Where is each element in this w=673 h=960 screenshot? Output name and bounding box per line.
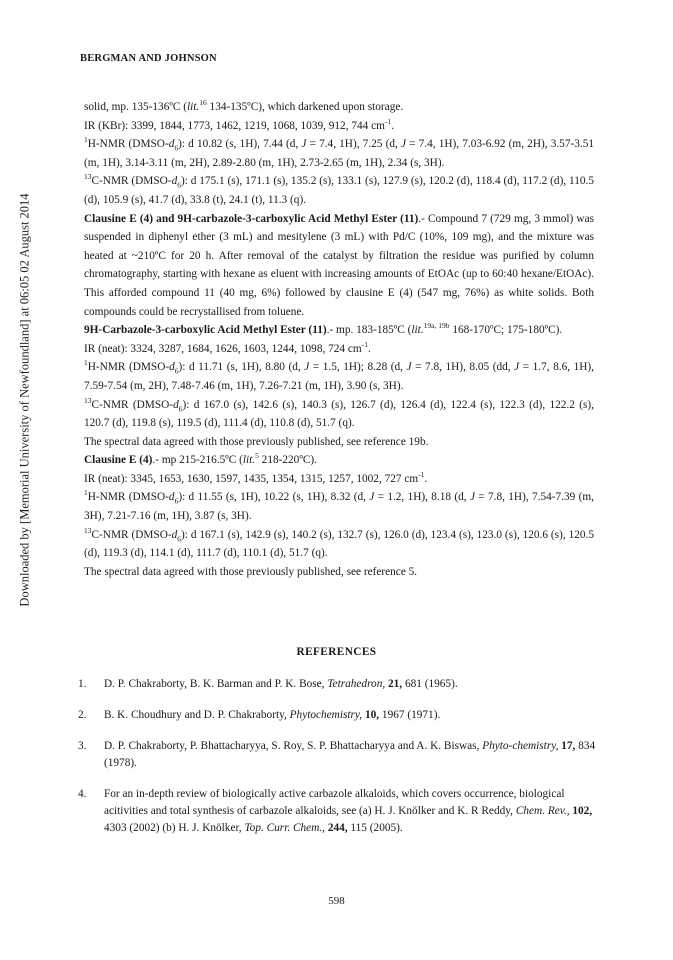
download-watermark-text: Downloaded by [Memorial University of Newfoundland] at 06:05 02 August 2014 [17, 193, 32, 607]
references-list [78, 676, 598, 851]
reference-item: 2. B. K. Choudhury and D. P. Chakraborty, Phytochemistry, 10, 1967 (1971). [78, 707, 598, 724]
paragraph-ir-1: IR (KBr): 3399, 1844, 1773, 1462, 1219, 1068, 1039, 912, 744 $cm^{-1}$. [84, 116, 395, 132]
paragraph-cnmr-2: $^{13}$C-NMR $(DMSO-d_6)$: d 167.0 (s), 142.6 (s), 140.3 (s), 126.7 (d), 126.4 (d), 122.4 (s), 122.3 (d), 122.2 (s), 120.7 (d), 119.8 (s), 119.5 (d), 111.4 (d), 110.8 (d), 51.7 (q). [84, 395, 594, 430]
reference-number: 3. [78, 740, 87, 752]
references-heading: REFERENCES [296, 646, 377, 658]
paragraph-ir-2: IR (neat): 3324, 3287, 1684, 1626, 1603, 1244, 1098, 724 $cm^{-1}$. [84, 339, 371, 355]
reference-number: 2. [78, 709, 87, 721]
reference-item: 1. D. P. Chakraborty, B. K. Barman and P. K. Bose, Tetrahedron, 21, 681 (1965). [78, 676, 598, 693]
paragraph-clausine-e: Clausine E (4).- mp 215-216.5ºC (lit.$^5$ 218-220ºC). [84, 451, 317, 467]
running-head: BERGMAN AND JOHNSON [80, 53, 217, 64]
paragraph-compound-11: 9H-Carbazole-3-carboxylic Acid Methyl Ester (11).- mp. 183-185ºC (lit.$^{19a, 19b}$ 168-170ºC; 175-180ºC). [84, 321, 563, 337]
paragraph-hnmr-1: $^1$H-NMR $(DMSO-d_6)$: d 10.82 (s, 1H), 7.44 (d, J = 7.4, 1H), 7.25 (d, J = 7.4, 1H), 7.03-6.92 (m, 2H), 3.57-3.51 (m, 1H), 3.14-3.11 (m, 2H), 2.89-2.80 (m, 1H), 2.73-2.65 (m, 1H), 2.34 (s, 3H). [84, 135, 594, 169]
paragraph-spectral-note-1: The spectral data agreed with those previously published, see reference 19b. [84, 435, 429, 448]
paragraph-hnmr-2: $^1$H-NMR $(DMSO-d_6)$: d 11.71 (s, 1H), 8.80 (d, J = 1.5, 1H); 8.28 (d, J = 7.8, 1H), 8.05 (dd, J = 1.7, 8.6, 1H), 7.59-7.54 (m, 2H), 7.48-7.46 (m, 1H), 7.26-7.21 (m, 1H), 3.90 (s, 3H). [84, 358, 595, 392]
paragraph-cnmr-1: $^{13}$C-NMR $(DMSO-d_6)$: d 175.1 (s), 171.1 (s), 135.2 (s), 133.1 (s), 127.9 (s), 120.2 (d), 118.4 (d), 117.2 (d), 110.5 (d), 105.9 (s), 41.7 (d), 33.8 (t), 24.1 (t), 11.3 (q). [84, 172, 594, 206]
paragraph-melting-point: solid, mp. 135-136ºC (lit.$^{16}$ 134-135ºC), which darkened upon storage. [84, 98, 404, 113]
paragraph-spectral-note-2: The spectral data agreed with those previously published, see reference 5. [84, 565, 418, 578]
paragraph-hnmr-3: $^1$H-NMR $(DMSO-d_6)$: d 11.55 (s, 1H), 10.22 (s, 1H), 8.32 (d, J = 1.2, 1H), 8.18 (d, J = 7.8, 1H), 7.54-7.39 (m, 3H), 7.21-7.16 (m, 1H), 3.87 (s, 3H). [84, 488, 594, 523]
page-number: 598 [328, 895, 345, 907]
paragraph-cnmr-3: $^{13}$C-NMR $(DMSO-d_6)$: d 167.1 (s), 142.9 (s), 140.2 (s), 132.7 (s), 126.0 (d), 123.4 (s), 123.0 (s), 120.6 (s), 120.5 (d), 119.3 (d), 114.1 (d), 111.7 (d), 110.1 (d), 51.7 (q). [84, 525, 594, 560]
reference-number: 4. [78, 788, 87, 800]
reference-item: 3. D. P. Chakraborty, P. Bhattacharyya, S. Roy, S. P. Bhattacharyya and A. K. Biswas, Phyto-chemistry, 17, 834 (1978). [78, 740, 596, 769]
paragraph-ir-3: IR (neat): 3345, 1653, 1630, 1597, 1435, 1354, 1315, 1257, 1002, 727 $cm^{-1}$. [84, 470, 428, 485]
reference-item: 4. For an in-depth review of biologically active carbazole alkaloids, which covers occurrence, biological acitivities and total synthesis of carbazole alkaloids, see (a) H. J. Knölker and K. R Reddy, Chem. Rev., 102, 4303 (2002) (b) H. J. Knölker, Top. Curr. Chem., 244, 115 (2005). [78, 788, 593, 834]
reference-number: 1. [78, 678, 87, 690]
body-text [84, 98, 594, 581]
download-watermark [18, 120, 32, 680]
paragraph-procedure: Clausine E (4) and 9H-carbazole-3-carboxylic Acid Methyl Ester (11).- Compound 7 (729 mg, 3 mmol) was suspended in diphenyl ether (3 mL) and mesitylene (3 mL) with Pd/C (10%, 109 mg), and the mixture was heated at ~210ºC for 20 h. After removal of the catalyst by filtration the residue was purified by column chromatography, starting with hexane as eluent with increasing amounts of EtOAc (up to 60:40 hexane/EtOAc). This afforded compound 11 (40 mg, 6%) followed by clausine E (4) (547 mg, 76%) as white solids. Both compounds could be recrystallised from toluene. [84, 212, 594, 318]
